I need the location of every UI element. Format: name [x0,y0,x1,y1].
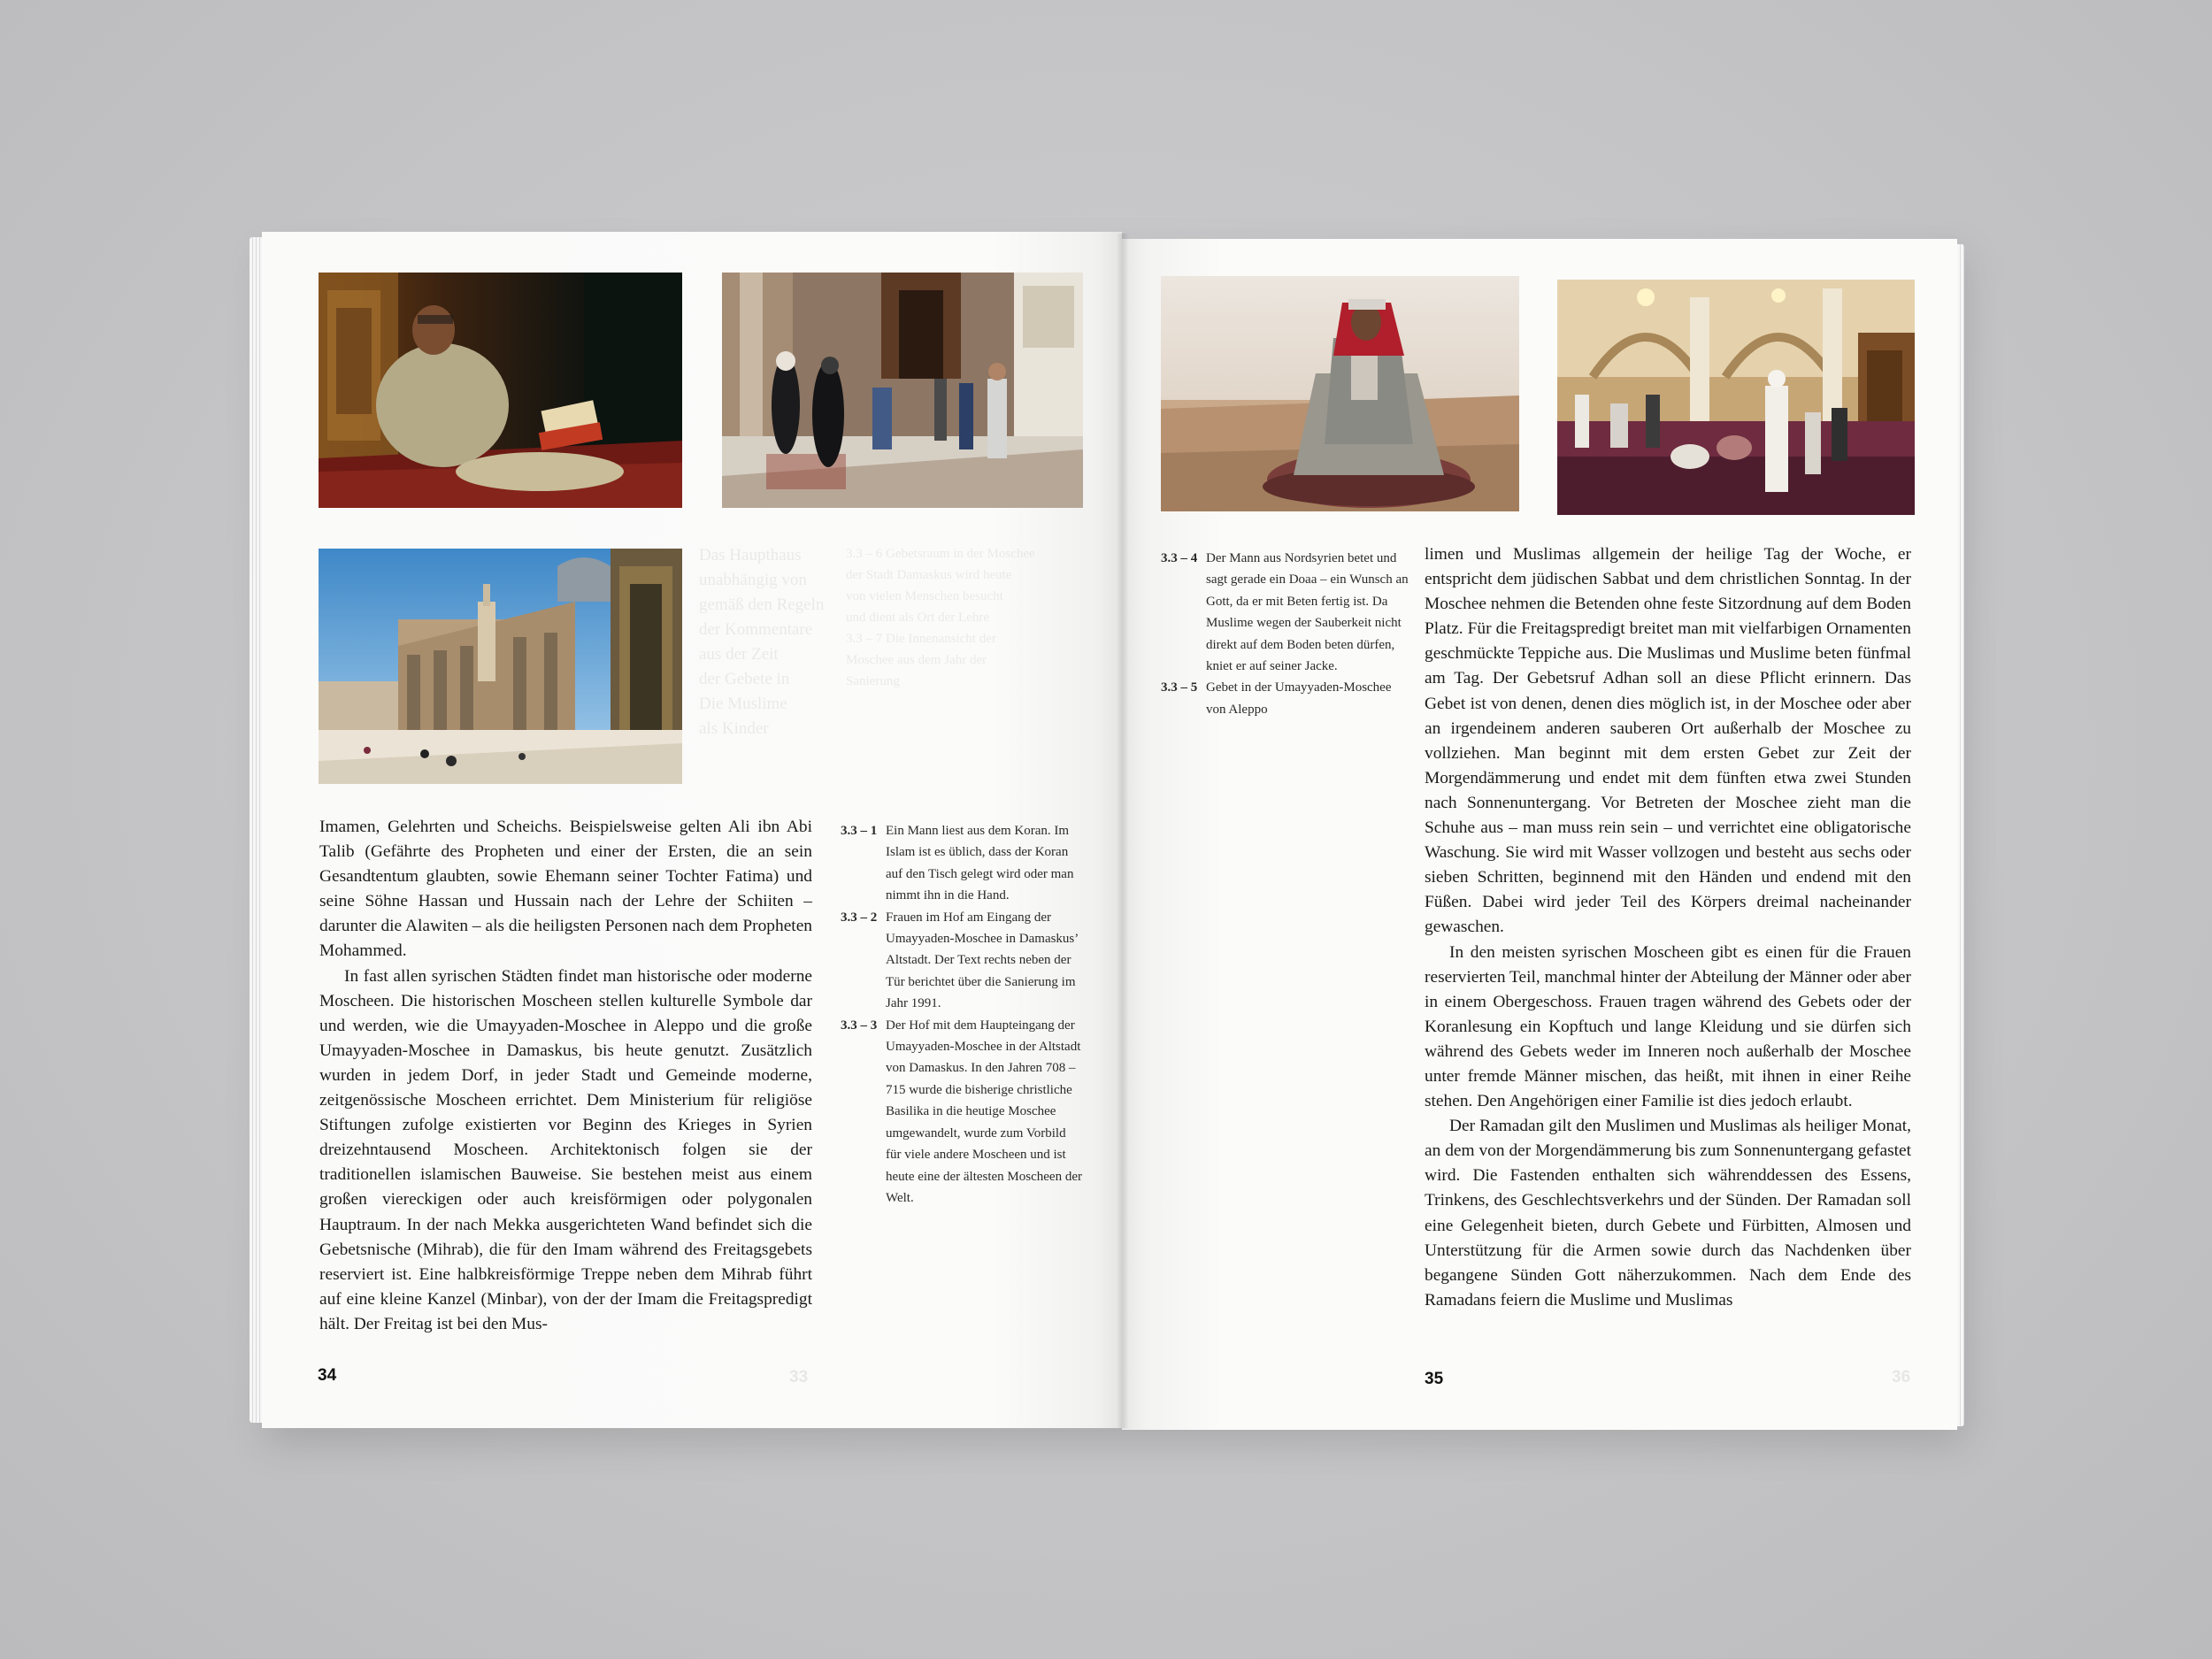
left-captions [841,820,1083,1209]
left-paragraph-1: Imamen, Gelehrten und Scheichs. Beispielsweise gelten Ali ibn Abi Talib (Gefährte des Propheten und einer der Ersten, die an sein Gesandtentum glaubten, sowie Ehemann seiner Tochter Fatima) und seine Söhne Hassan und Hussain nach der Lehre der Schiiten – darunter die Alawiten – als die heiligsten Personen nach dem Propheten Mohammed. [319,818,812,961]
left-body-text [319,815,812,1337]
caption-number: 3.3 – 3 [841,1018,878,1033]
caption-3-3-4 [1161,548,1409,677]
left-paragraph-2: In fast allen syrischen Städten findet man historische oder moderne Moscheen. Die historischen Moscheen stellen kulturelle Symbole dar und werden, wie die Umayyaden-Moschee in Aleppo und die große Umayyaden-Moschee in Damaskus, bis heute genutzt. Zusätzlich wurden in jedem Dorf, in jeder Stadt und Gemeinde moderne, zeitgenössische Moscheen errichtet. Dem Ministerium für religiöse Stiftungen zufolge existierten vor Beginn des Krieges in Syrien dreizehntausend Moscheen. Architektonisch folgen sie der traditionellen islamischen Bauweise. Sie bestehen meist aus einem großen viereckigen oder auch kreisförmigen oder polygonalen Hauptraum. In der nach Mekka ausgerichteten Wand befindet sich die Gebetsnische (Mihrab), die für den Imam während des Freitagsgebets reserviert ist. Eine halbkreisförmige Treppe neben dem Mihrab führt auf eine kleine Kanzel (Minbar), von der der Imam die Freitagspredigt hält. Der Freitag ist bei den Mus- [319,966,812,1333]
caption-text: Frauen im Hof am Eingang der Umayyaden-Moschee in Damaskus’ Altstadt. Der Text rechts neben der Tür berichtet über die Sanierung im Jahr 1991. [886,910,1079,1011]
caption-3-3-5 [1161,677,1409,720]
caption-text: Gebet in der Umayyaden-Moschee von Aleppo [1206,680,1392,717]
caption-number: 3.3 – 5 [1161,680,1198,695]
right-captions [1161,548,1409,720]
right-paragraph-2: In den meisten syrischen Moscheen gibt es einen für die Frauen reservierten Teil, manchmal hinter der Abteilung der Männer oder aber in einem Obergeschoss. Frauen tragen während des Gebets oder der Koranlesung ein Kopftuch und lange Kleidung und sie dürfen sich während des Gebets weder im Inneren noch außerhalb der Moschee unter fremde Männer mischen, das heißt, mit ihnen in einer Reihe stehen. Den Angehörigen einer Familie ist dies jedoch erlaubt. [1425,942,1911,1111]
right-paragraph-3: Der Ramadan gilt den Muslimen und Muslimas als heiliger Monat, an dem von der Morgendämmerung bis zum Sonnenuntergang gefastet wird. Die Fastenden enthalten sich währenddessen des Essens, Trinkens, des Geschlechtsverkehrs und der Sünden. Der Ramadan soll eine Gelegenheit bieten, durch Gebete und Fürbitten, Almosen und Unterstützung für die Armen sowie durch das Nachdenken über begangene Sünden Gott näherzukommen. Nach dem Ende des Ramadans feiern die Muslime und Muslimas [1425,1117,1911,1310]
caption-3-3-2 [841,907,1083,1015]
folio-ghost-left: 33 [789,1368,809,1386]
caption-number: 3.3 – 2 [841,910,878,925]
caption-text: Der Mann aus Nordsyrien betet und sagt gerade ein Doaa – ein Wunsch an Gott, da er mit Beten fertig ist. Da Muslime wegen der Sauberkeit nicht direkt auf dem Boden beten dürfen, kniet er auf seiner Jacke. [1206,551,1409,674]
folio-right: 35 [1425,1370,1444,1388]
book-gutter [1117,234,1129,1428]
photo-umayyad-mosque-courtyard [319,549,682,784]
caption-3-3-1 [841,820,1083,907]
folio-left: 34 [318,1366,337,1385]
caption-number: 3.3 – 4 [1161,551,1198,565]
right-paragraph-1: limen und Muslimas allgemein der heilige Tag der Woche, er entspricht dem jüdischen Sabbat und dem christlichen Sonntag. In der Moschee nehmen die Betenden ohne feste Sitzordnung auf dem Boden Platz. Für die Freitagspredigt breitet man mit vielfarbigen Ornamenten geschmückte Teppiche aus. Die Muslimas und Muslime beten fünfmal am Tag. Der Gebetsruf Adhan soll an diese Pflicht erinnern. Das Gebet ist von denen, denen dies möglich ist, in der Moschee oder aber an irgendeinem anderen sauberen Ort außerhalb der Moschee zu vollziehen. Man beginnt mit dem ersten Gebet zur Zeit der Morgendämmerung und endet mit dem fünften etwa zwei Stunden nach Sonnenuntergang. Vor Betreten der Moschee zieht man die Schuhe aus – man muss rein sein – und verrichtet eine obligatorische Waschung. Sie wird mit Wasser vollzogen und besteht aus sechs oder sieben Schritten, beginnend mit den Händen und endend mit den Füßen. Dabei wird jeder Teil des Körpers dreimal nacheinander gewaschen. [1425,545,1911,937]
left-page [262,232,1122,1428]
ghost-showthrough-text: Das Haupthaus unabhängig von gemäß den Regeln der Kommentare aus der Zeit der Gebete in Die Muslime als Kinder [699,546,825,738]
photo-prayer-aleppo-mosque [1557,280,1915,515]
right-page [1122,239,1957,1430]
photo-man-reading-koran [319,273,682,508]
caption-number: 3.3 – 1 [841,824,878,838]
caption-text: Ein Mann liest aus dem Koran. Im Islam ist es üblich, dass der Koran auf den Tisch gelegt wird oder man nimmt ihn in die Hand. [886,824,1074,903]
photo-women-courtyard-entrance [722,273,1083,508]
ghost-showthrough-captions: 3.3 – 6 Gebetsraum in der Moschee der Stadt Damaskus wird heute von vielen Menschen besucht und dient als Ort der Lehre 3.3 – 7 Die Innenansicht der Moschee aus dem Jahr der Sanierung [846,547,1035,688]
folio-ghost-right: 36 [1892,1368,1911,1386]
caption-3-3-3 [841,1015,1083,1210]
right-body-text [1425,542,1911,1313]
photo-man-praying-desert [1161,276,1519,511]
caption-text: Der Hof mit dem Haupteingang der Umayyaden-Moschee in der Altstadt von Damaskus. In den Jahren 708 – 715 wurde die bisherige christliche Basilika in die heutige Moschee umgewandelt, wurde zum Vorbild für viele andere Moscheen und ist heute eine der ältesten Moscheen der Welt. [886,1018,1082,1205]
